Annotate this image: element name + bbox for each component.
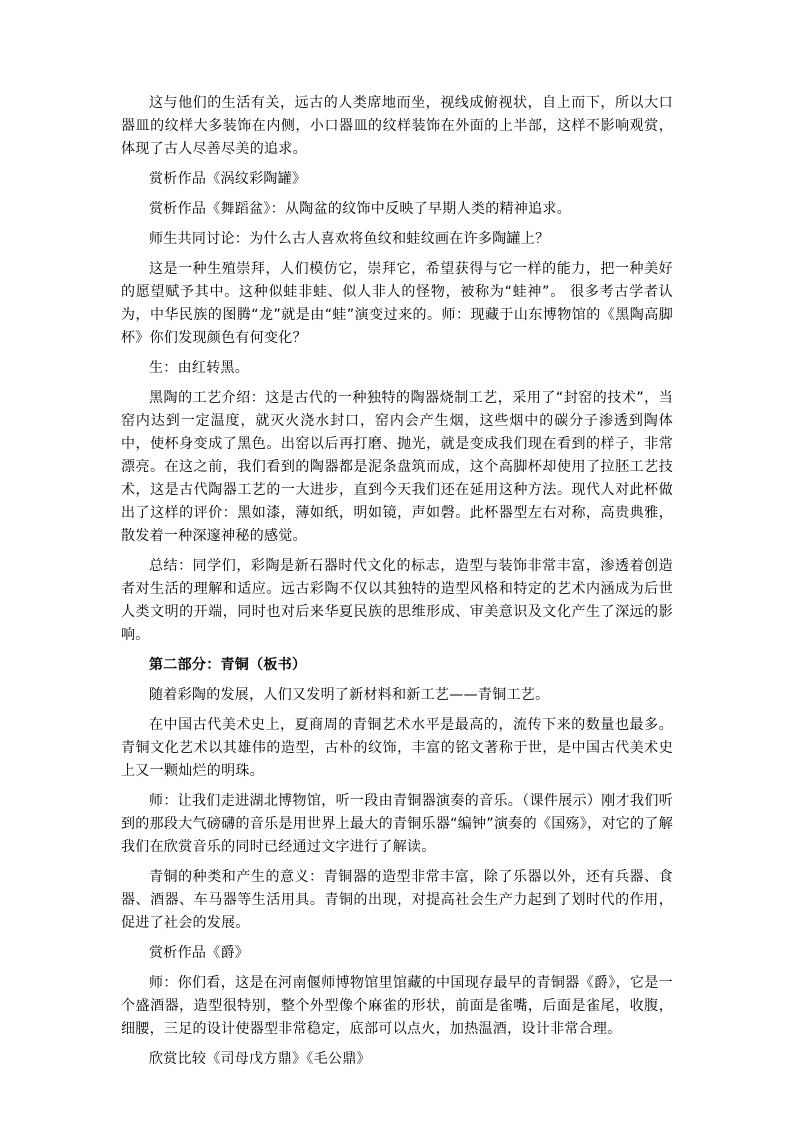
- paragraph-fertility-worship: 这是一种生殖崇拜，人们模仿它，崇拜它，希望获得与它一样的能力，把一种美好的愿望赋予其中。这种似蛙非蛙、似人非人的怪物，被称为“蛙神”。 很多考古学者认为，中华民族的图腾“龙”就是由“蛙”演变过来的。师：现藏于山东博物馆的《黑陶高脚杯》你们发现颜色有何变化？: [121, 261, 673, 346]
- paragraph-pottery-pattern-reason: 这与他们的生活有关，远古的人类席地而坐，视线成俯视状，自上而下，所以大口器皿的纹样大多装饰在内侧，小口器皿的纹样装饰在外面的上半部，这样不影响观赏，体现了古人尽善尽美的追求。: [121, 95, 673, 157]
- document-page: [121, 92, 673, 1078]
- paragraph-bronze-types: 青铜的种类和产生的意义：青铜器的造型非常丰富，除了乐器以外，还有兵器、食器、酒器、车马器等生活用具。青铜的出现，对提高社会生产力起到了划时代的作用，促进了社会的发展。: [121, 869, 673, 931]
- paragraph-jue-description: 师：你们看，这是在河南偃师博物馆里馆藏的中国现存最早的青铜器《爵》，它是一个盛酒器，造型很特别，整个外型像个麻雀的形状，前面是雀嘴，后面是雀尾，收腹，细腰，三足的设计使器型非常稳定，底部可以点火，加热温酒，设计非常合理。: [121, 975, 673, 1037]
- section-heading-bronze: 第二部分：青铜（板书）: [149, 657, 307, 673]
- paragraph-appreciate-swirl-jar: 赏析作品《涡纹彩陶罐》: [149, 171, 307, 187]
- paragraph-student-answer: 生：由红转黑。: [149, 360, 250, 376]
- paragraph-discussion-question: 师生共同讨论：为什么古人喜欢将鱼纹和蛙纹画在许多陶罐上？: [149, 231, 550, 247]
- paragraph-compare-ding: 欣赏比较《司母戊方鼎》《毛公鼎》: [149, 1051, 371, 1067]
- paragraph-chime-bells: 师：让我们走进湖北博物馆，听一段由青铜器演奏的音乐。（课件展示）刚才我们听到的那段大气磅礴的音乐是用世界上最大的青铜乐器“编钟”演奏的《国殇》，对它的了解我们在欣赏音乐的同时已经通过文字进行了解读。: [121, 793, 673, 855]
- paragraph-bronze-history: 在中国古代美术史上，夏商周的青铜艺术水平是最高的，流传下来的数量也最多。青铜文化艺术以其雄伟的造型，古朴的纹饰，丰富的铭文著称于世，是中国古代美术史上又一颗灿烂的明珠。: [121, 717, 673, 779]
- paragraph-appreciate-jue: 赏析作品《爵》: [149, 945, 250, 961]
- paragraph-bronze-intro: 随着彩陶的发展，人们又发明了新材料和新工艺——青铜工艺。: [149, 687, 550, 703]
- paragraph-appreciate-dance-basin: 赏析作品《舞蹈盆》：从陶盆的纹饰中反映了早期人类的精神追求。: [149, 201, 571, 217]
- paragraph-summary: 总结：同学们，彩陶是新石器时代文化的标志，造型与装饰非常丰富，渗透着创造者对生活的理解和适应。远古彩陶不仅以其独特的造型风格和特定的艺术内涵成为后世人类文明的开端，同时也对后来华夏民族的思维形成、审美意识及文化产生了深远的影响。: [121, 558, 673, 643]
- paragraph-black-pottery-craft: 黑陶的工艺介绍：这是古代的一种独特的陶器烧制工艺，采用了“封窑的技术”，当窑内达到一定温度，就灭火浇水封口，窑内会产生烟，这些烟中的碳分子渗透到陶体中，使杯身变成了黑色。出窑以后再打磨、抛光，就是变成我们现在看到的样子，非常漂亮。在这之前，我们看到的陶器都是泥条盘筑而成，这个高脚杯却使用了拉胚工艺技术，这是古代陶器工艺的一大进步，直到今天我们还在延用这种方法。现代人对此杯做出了这样的评价：黑如漆，薄如纸，明如镜，声如磬。此杯器型左右对称，高贵典雅，散发着一种深邃神秘的感觉。: [121, 390, 673, 544]
